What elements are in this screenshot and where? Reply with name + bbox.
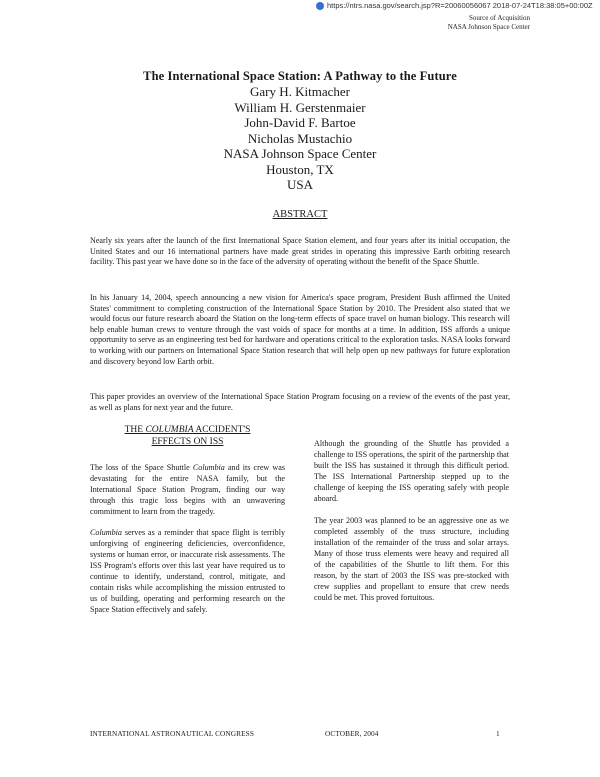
section-heading bbox=[90, 424, 285, 448]
abstract-paragraph: In his January 14, 2004, speech announcing a new vision for America's space program, President Bush affirmed the United States' commitment to completing construction of the International Space Station by 2010. The President also stated that we would focus our future research aboard the Station on the long-term effects of space travel on human biology. This research will help enable human crews to venture through the vast voids of space for months at a time. In addition, ISS affords a unique opportunity to serve as an engineering test bed for hardware and operations critical to the exploration tasks. NASA looks forward to working with our partners on International Space Station research that will help open up new pathways for future exploration and discovery beyond low Earth orbit. bbox=[90, 293, 510, 366]
section-heading-line2: EFFECTS ON ISS bbox=[151, 437, 224, 447]
body-paragraph bbox=[90, 527, 285, 615]
left-column bbox=[90, 424, 285, 615]
paper-title: The International Space Station: A Pathway to the Future bbox=[143, 69, 457, 83]
affiliation-line: USA bbox=[286, 177, 313, 192]
text-run: serves as a reminder that space flight is terribly unforgiving of engineering deficiencies, overconfidence, systems or human error, or inaccurate risk assessments. The ISS Program's efforts over this last year have required us to continue to identify, understand, control, mitigate, and contain risks while accomplishing the mission entrusted to us of building, operating and performing research on the Space Station effectively and safely. bbox=[90, 528, 285, 614]
abstract-heading: ABSTRACT bbox=[272, 209, 328, 220]
right-column bbox=[314, 438, 509, 603]
source-stamp bbox=[448, 14, 530, 32]
affiliation-line: Houston, TX bbox=[266, 161, 334, 177]
footer-date: OCTOBER, 2004 bbox=[325, 729, 379, 738]
title-block bbox=[0, 68, 600, 193]
body-paragraph bbox=[90, 462, 285, 517]
section-heading-em: COLUMBIA bbox=[145, 425, 194, 435]
page-number: 1 bbox=[496, 729, 500, 738]
author: Nicholas Mustachio bbox=[247, 130, 353, 146]
text-run: and its crew was devastating for the entire NASA family, but the International Space Station Program, finding our way through this tragic loss begins with an unwavering commitment to learn from the tragedy. bbox=[90, 463, 285, 516]
author: Gary H. Kitmacher bbox=[250, 84, 350, 99]
section-heading-part: ACCIDENT'S bbox=[193, 425, 251, 435]
text-run-em: Columbia bbox=[192, 463, 225, 472]
body-paragraph: The year 2003 was planned to be an aggressive one as we completed assembly of the truss structure, including installation of the remainder of the truss and solar arrays. Many of those truss elements were heavy and required all of the capabilities of the Shuttle to lift them. For this reason, by the start of 2003 the ISS was pre-stocked with crew supplies and propellant to ensure that crew needs could be met. This proved fortuitous. bbox=[314, 516, 509, 602]
abstract-paragraph: This paper provides an overview of the International Space Station Program focusing on a review of the events of the past year, as well as plans for next year and the future. bbox=[90, 392, 510, 412]
affiliation-line: NASA Johnson Space Center bbox=[223, 146, 377, 161]
author: John-David F. Bartoe bbox=[244, 115, 356, 130]
globe-icon bbox=[316, 2, 324, 10]
body-paragraph: Although the grounding of the Shuttle has provided a challenge to ISS operations, the spirit of the partnership that built the ISS has sustained it through this difficult period. The ISS International Partnership stepped up to the challenge of keeping the ISS operating safely with people aboard. bbox=[314, 439, 509, 503]
section-heading-part: THE bbox=[124, 425, 146, 435]
source-line-1: Source of Acquisition bbox=[468, 14, 530, 22]
text-run-em: Columbia bbox=[90, 528, 122, 537]
url-bar bbox=[316, 1, 593, 10]
author: William H. Gerstenmaier bbox=[234, 99, 366, 115]
abstract-paragraph: Nearly six years after the launch of the first International Space Station element, and four years after its initial occupation, the United States and our 16 international partners have made great strides in operating this impressive Earth orbiting research facility. This past year we have done so in the face of the adversity of operating without the benefit of the Space Shuttle. bbox=[90, 236, 510, 267]
source-line-2: NASA Johnson Space Center bbox=[447, 23, 530, 31]
url-text: https://ntrs.nasa.gov/search.jsp?R=20060056067 2018-07-24T18:38:05+00:00Z bbox=[327, 1, 593, 10]
text-run: The loss of the Space Shuttle bbox=[90, 463, 193, 472]
footer-org: INTERNATIONAL ASTRONAUTICAL CONGRESS bbox=[90, 729, 254, 738]
